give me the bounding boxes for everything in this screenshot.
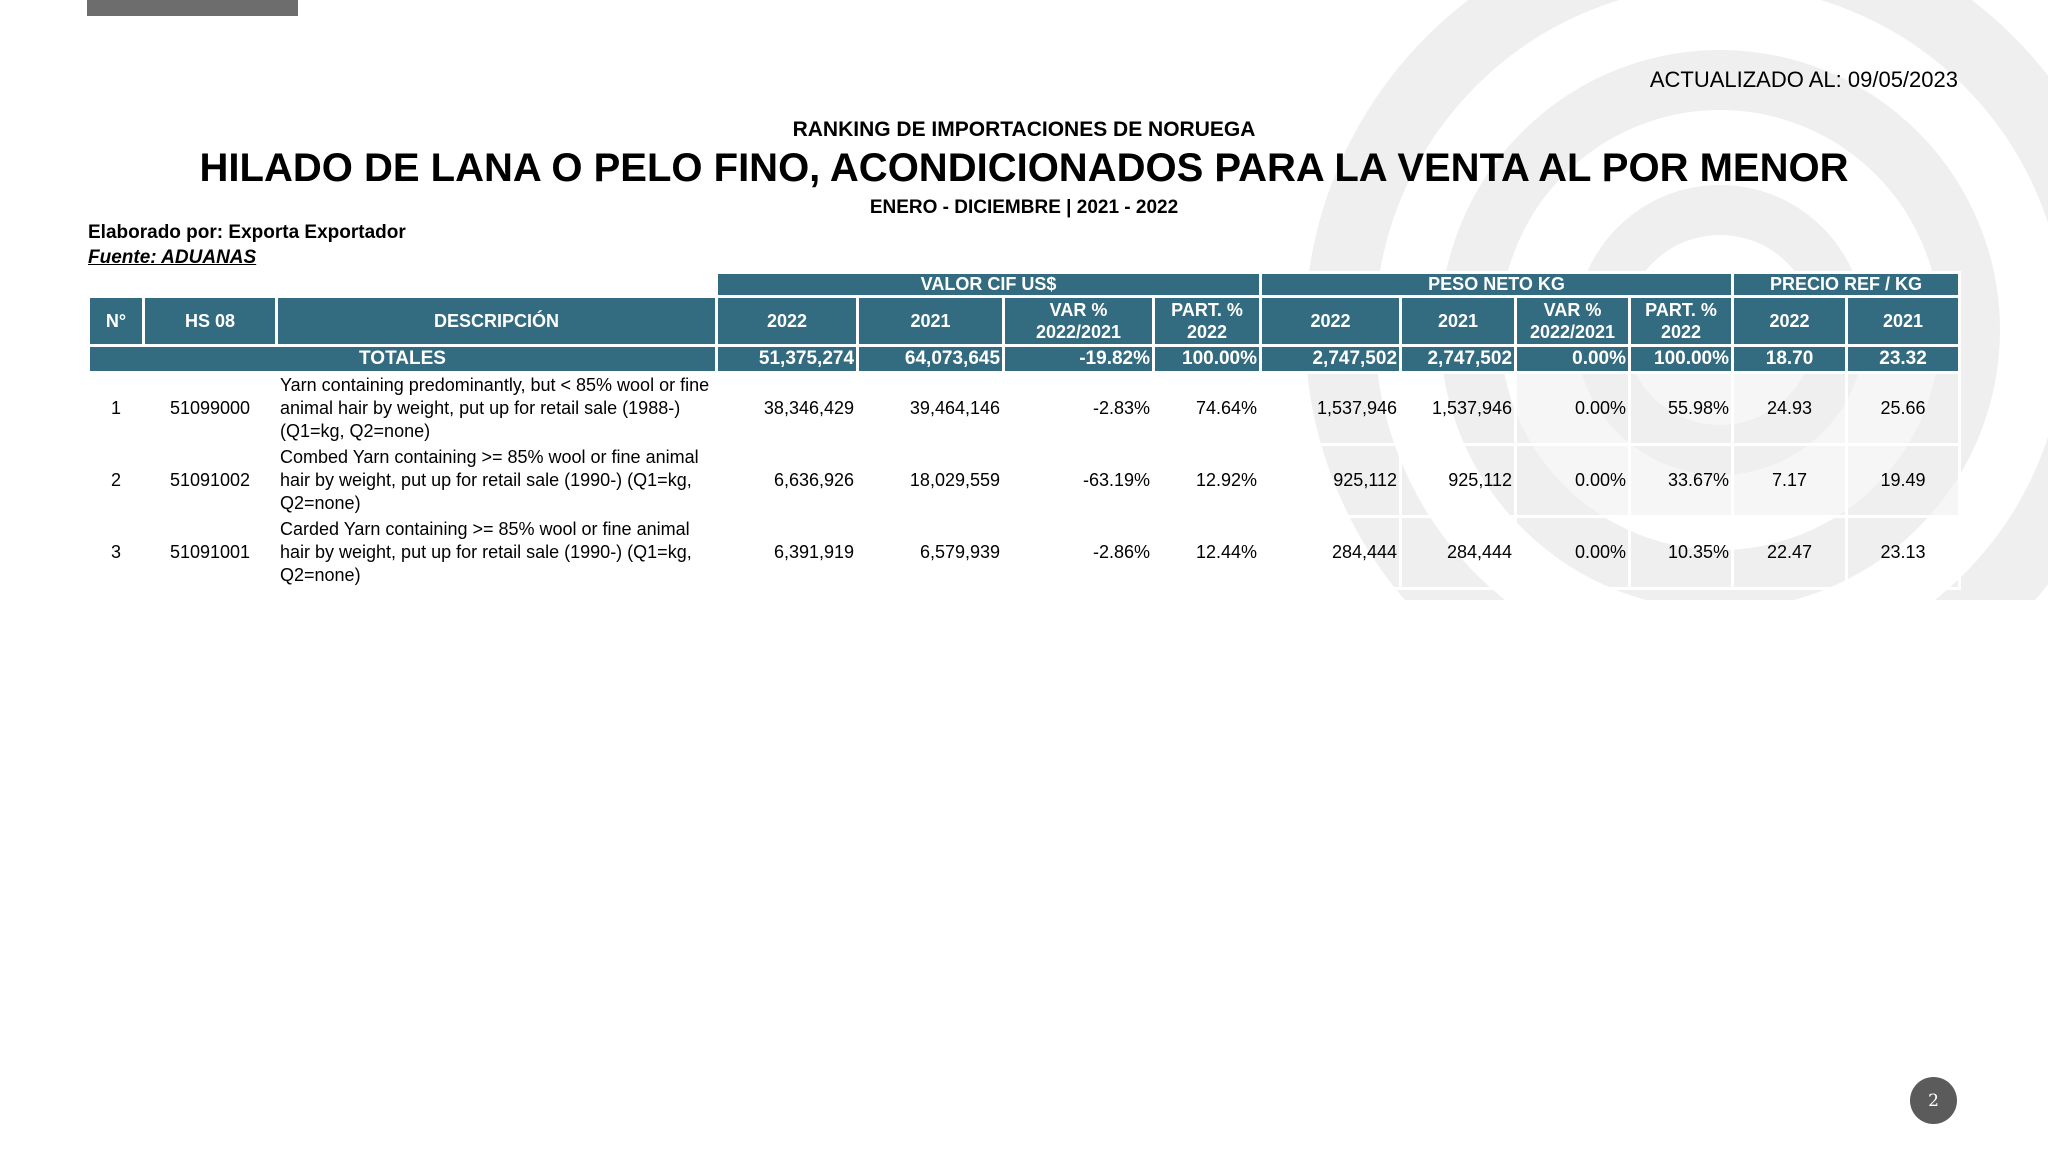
row-valor-2021: 6,579,939 (858, 517, 1004, 589)
row-valor-part: 74.64% (1154, 373, 1261, 445)
row-valor-2022: 6,391,919 (717, 517, 858, 589)
totals-row (89, 346, 1960, 373)
row-precio-2021: 19.49 (1847, 445, 1960, 517)
total-peso-var: 0.00% (1516, 346, 1630, 373)
row-valor-2021: 18,029,559 (858, 445, 1004, 517)
row-valor-part: 12.44% (1154, 517, 1261, 589)
total-precio-2022: 18.70 (1733, 346, 1847, 373)
row-number: 1 (89, 373, 144, 445)
row-precio-2022: 24.93 (1733, 373, 1847, 445)
col-valor-var: VAR % 2022/2021 (1004, 297, 1154, 346)
row-hs-code: 51091002 (144, 445, 277, 517)
row-peso-var: 0.00% (1516, 517, 1630, 589)
col-peso-2022: 2022 (1261, 297, 1401, 346)
col-peso-var: VAR % 2022/2021 (1516, 297, 1630, 346)
report-period: ENERO - DICIEMBRE | 2021 - 2022 (869, 197, 1179, 218)
col-precio-2022: 2022 (1733, 297, 1847, 346)
row-valor-part: 12.92% (1154, 445, 1261, 517)
col-peso-part: PART. % 2022 (1630, 297, 1733, 346)
row-valor-2022: 38,346,429 (717, 373, 858, 445)
row-description: Combed Yarn containing >= 85% wool or fine animal hair by weight, put up for retail sale (1990-) (Q1=kg, Q2=none) (277, 445, 717, 517)
total-valor-2021: 64,073,645 (858, 346, 1004, 373)
row-peso-part: 10.35% (1630, 517, 1733, 589)
total-valor-var: -19.82% (1004, 346, 1154, 373)
column-header-row (89, 297, 1960, 346)
total-peso-2022: 2,747,502 (1261, 346, 1401, 373)
row-peso-var: 0.00% (1516, 373, 1630, 445)
row-valor-var: -2.83% (1004, 373, 1154, 445)
imports-ranking-table (87, 271, 1961, 590)
table-row (89, 373, 1960, 445)
row-number: 3 (89, 517, 144, 589)
total-peso-part: 100.00% (1630, 346, 1733, 373)
row-hs-code: 51099000 (144, 373, 277, 445)
col-number: N° (89, 297, 144, 346)
top-accent-bar (87, 0, 298, 16)
row-peso-2022: 284,444 (1261, 517, 1401, 589)
group-header-row (89, 273, 1960, 297)
row-number: 2 (89, 445, 144, 517)
row-peso-part: 33.67% (1630, 445, 1733, 517)
total-precio-2021: 23.32 (1847, 346, 1960, 373)
col-hs-code: HS 08 (144, 297, 277, 346)
row-peso-2022: 1,537,946 (1261, 373, 1401, 445)
row-peso-2021: 925,112 (1401, 445, 1516, 517)
row-peso-part: 55.98% (1630, 373, 1733, 445)
row-valor-var: -2.86% (1004, 517, 1154, 589)
col-peso-2021: 2021 (1401, 297, 1516, 346)
group-peso-neto: PESO NETO KG (1261, 273, 1733, 297)
table-row (89, 517, 1960, 589)
row-valor-2022: 6,636,926 (717, 445, 858, 517)
row-description: Carded Yarn containing >= 85% wool or fine animal hair by weight, put up for retail sale (1990-) (Q1=kg, Q2=none) (277, 517, 717, 589)
group-valor-cif: VALOR CIF US$ (717, 273, 1261, 297)
total-peso-2021: 2,747,502 (1401, 346, 1516, 373)
row-valor-2021: 39,464,146 (858, 373, 1004, 445)
data-source: Fuente: ADUANAS (88, 247, 257, 268)
row-peso-2022: 925,112 (1261, 445, 1401, 517)
row-peso-var: 0.00% (1516, 445, 1630, 517)
col-precio-2021: 2021 (1847, 297, 1960, 346)
total-valor-2022: 51,375,274 (717, 346, 858, 373)
prepared-by: Elaborado por: Exporta Exportador (88, 222, 406, 243)
updated-date: ACTUALIZADO AL: 09/05/2023 (1649, 67, 1958, 92)
total-valor-part: 100.00% (1154, 346, 1261, 373)
report-title: HILADO DE LANA O PELO FINO, ACONDICIONADOS PARA LA VENTA AL POR MENOR (199, 146, 1849, 190)
row-precio-2021: 23.13 (1847, 517, 1960, 589)
row-precio-2022: 22.47 (1733, 517, 1847, 589)
page-number-badge: 2 (1910, 1077, 1957, 1124)
col-valor-2021: 2021 (858, 297, 1004, 346)
row-precio-2021: 25.66 (1847, 373, 1960, 445)
row-description: Yarn containing predominantly, but < 85% wool or fine animal hair by weight, put up for retail sale (1988-) (Q1=kg, Q2=none) (277, 373, 717, 445)
table-row (89, 445, 1960, 517)
col-valor-part: PART. % 2022 (1154, 297, 1261, 346)
row-hs-code: 51091001 (144, 517, 277, 589)
row-peso-2021: 1,537,946 (1401, 373, 1516, 445)
row-valor-var: -63.19% (1004, 445, 1154, 517)
totals-label: TOTALES (89, 346, 717, 373)
group-precio-ref: PRECIO REF / KG (1733, 273, 1960, 297)
col-valor-2022: 2022 (717, 297, 858, 346)
row-precio-2022: 7.17 (1733, 445, 1847, 517)
report-subtitle: RANKING DE IMPORTACIONES DE NORUEGA (792, 118, 1256, 141)
row-peso-2021: 284,444 (1401, 517, 1516, 589)
col-description: DESCRIPCIÓN (277, 297, 717, 346)
